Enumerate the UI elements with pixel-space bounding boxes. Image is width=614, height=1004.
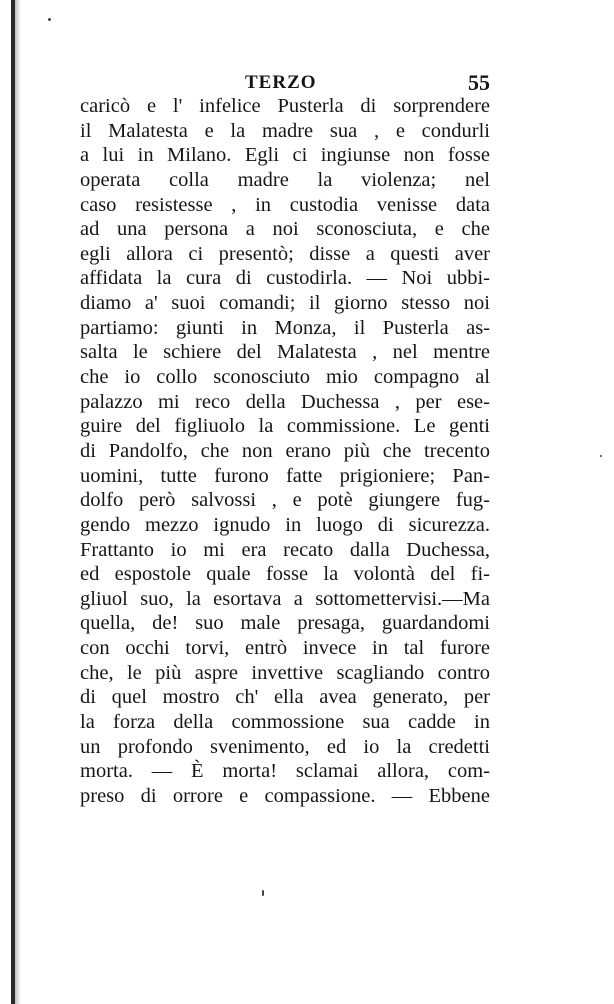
text-line: dolfo però salvossi , e potè giungere fug- xyxy=(80,489,490,512)
book-gutter-shadow xyxy=(15,0,21,1004)
text-line: morta. — È morta! sclamai allora, com- xyxy=(80,760,490,783)
text-line: gliuol suo, la esortava a sottomettervisi.—Ma xyxy=(80,587,490,610)
text-line: un profondo svenimento, ed io la credetti xyxy=(80,735,490,758)
paper-speck xyxy=(600,455,602,457)
text-line: preso di orrore e compassione. — Ebbene xyxy=(80,784,490,807)
text-line: gendo mezzo ignudo in luogo di sicurezza. xyxy=(80,513,490,536)
text-line: che, le più aspre invettive scagliando contro xyxy=(80,661,490,684)
text-line: caso resistesse , in custodia venisse data xyxy=(80,193,490,216)
text-line: uomini, tutte furono fatte prigioniere; Pan- xyxy=(80,464,490,487)
paper-speck xyxy=(48,18,51,21)
text-line: Frattanto io mi era recato dalla Duchessa, xyxy=(80,538,490,561)
paper-speck xyxy=(262,890,264,896)
text-line: egli allora ci presentò; disse a questi aver xyxy=(80,242,490,265)
text-line: palazzo mi reco della Duchessa , per ese- xyxy=(80,390,490,413)
text-line: a lui in Milano. Egli ci ingiunse non fosse xyxy=(80,144,490,167)
text-line: affidata la cura di custodirla. — Noi ubbi- xyxy=(80,267,490,290)
page-number: 55 xyxy=(468,70,490,95)
text-line: salta le schiere del Malatesta , nel mentre xyxy=(80,341,490,364)
text-line: il Malatesta e la madre sua , e condurli xyxy=(80,119,490,142)
text-line: diamo a' suoi comandi; il giorno stesso noi xyxy=(80,292,490,315)
text-line: quella, de! suo male presaga, guardandomi xyxy=(80,612,490,635)
running-title: TERZO xyxy=(245,72,317,93)
text-line: che io collo sconosciuto mio compagno al xyxy=(80,366,490,389)
text-line: di Pandolfo, che non erano più che trecento xyxy=(80,439,490,462)
text-line: ad una persona a noi sconosciuta, e che xyxy=(80,218,490,241)
text-line: la forza della commossione sua cadde in xyxy=(80,711,490,734)
text-line: guire del figliuolo la commissione. Le genti xyxy=(80,415,490,438)
body-text xyxy=(80,94,490,809)
text-line: operata colla madre la violenza; nel xyxy=(80,168,490,191)
text-line: ed espostole quale fosse la volontà del fi- xyxy=(80,563,490,586)
text-line: partiamo: giunti in Monza, il Pusterla as- xyxy=(80,316,490,339)
text-line: con occhi torvi, entrò invece in tal furore xyxy=(80,637,490,660)
text-line: di quel mostro ch' ella avea generato, per xyxy=(80,686,490,709)
text-line: caricò e l' infelice Pusterla di sorprendere xyxy=(80,95,490,117)
